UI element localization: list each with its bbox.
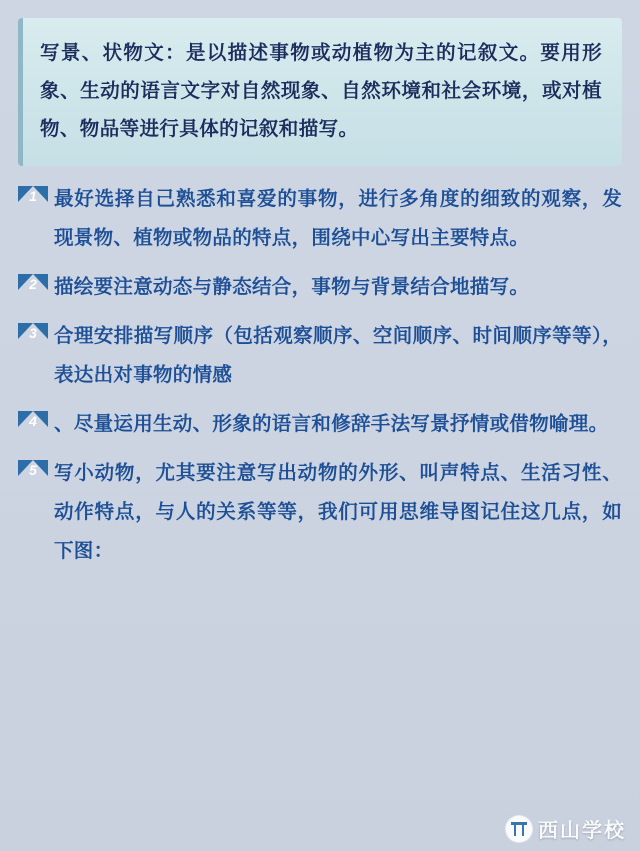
definition-box: [18, 18, 622, 166]
list-item: [18, 454, 622, 571]
list-item-text: 写小动物，尤其要注意写出动物的外形、叫声特点、生活习性、动作特点，与人的关系等等，我们可用思维导图记住这几点，如下图：: [54, 462, 622, 562]
list-item: [18, 268, 622, 307]
number-marker-3: [18, 323, 48, 353]
number-label: 3: [29, 325, 37, 341]
list-item: [18, 180, 622, 258]
number-label: 1: [29, 188, 37, 204]
tips-list: [18, 180, 622, 571]
number-marker-2: [18, 274, 48, 304]
number-label: 4: [29, 413, 37, 429]
number-marker-4: [18, 411, 48, 441]
list-item: [18, 405, 622, 444]
list-item-text: 描绘要注意动态与静态结合，事物与背景结合地描写。: [54, 276, 530, 298]
definition-text: 写景、状物文：是以描述事物或动植物为主的记叙文。要用形象、生动的语言文字对自然现象、自然环境和社会环境，或对植物、物品等进行具体的记叙和描写。: [40, 42, 602, 140]
list-item-text: 、尽量运用生动、形象的语言和修辞手法写景抒情或借物喻理。: [54, 413, 609, 435]
number-label: 5: [29, 462, 37, 478]
accent-bar: [18, 18, 23, 166]
watermark-label: 西山学校: [538, 820, 626, 842]
watermark: [506, 814, 626, 843]
number-label: 2: [29, 276, 37, 292]
list-item: [18, 317, 622, 395]
list-item-text: 合理安排描写顺序（包括观察顺序、空间顺序、时间顺序等等），表达出对事物的情感: [54, 325, 622, 386]
school-logo-icon: [506, 816, 532, 842]
number-marker-5: [18, 460, 48, 490]
list-item-text: 最好选择自己熟悉和喜爱的事物，进行多角度的细致的观察，发现景物、植物或物品的特点，围绕中心写出主要特点。: [54, 188, 622, 249]
number-marker-1: [18, 186, 48, 216]
